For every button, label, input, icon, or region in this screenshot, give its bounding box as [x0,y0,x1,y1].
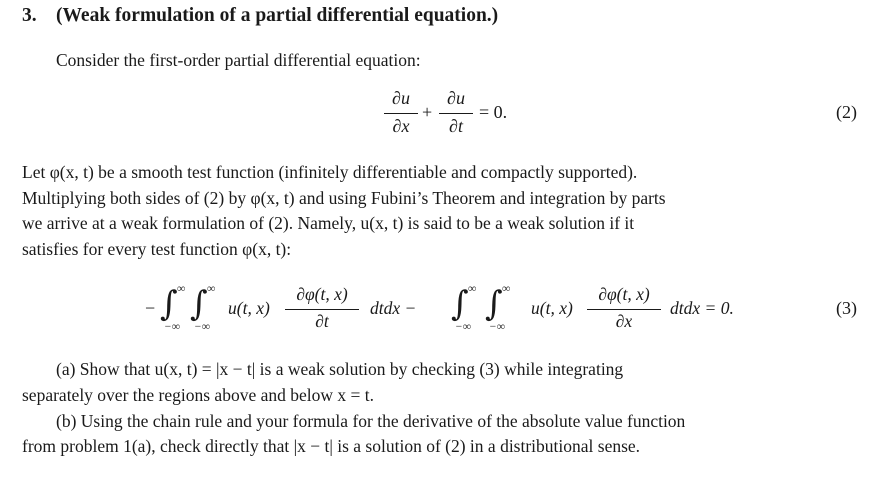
eq3-integral-sign: ∫ [485,284,503,324]
eq3-term1-line [285,309,359,310]
eq3-integral-sign: ∫ [160,284,178,324]
paragraph-line: we arrive at a weak formulation of (2). Namely, u(x, t) is said to be a weak solution if it [22,213,635,233]
eq3-term1-denominator: ∂t [315,311,329,331]
eq2-frac1-line [384,113,418,114]
eq2-label: (2) [836,102,857,122]
eq3-upper-limit: ∞ [177,283,186,295]
eq3-term2-line [587,309,661,310]
part-a-line: (a) Show that u(x, t) = |x − t| is a weak solution by checking (3) while integrating [56,359,624,379]
eq3-lower-limit: −∞ [489,321,505,333]
eq3-upper-limit: ∞ [468,283,477,295]
eq3-lower-limit: −∞ [194,321,210,333]
problem-title: (Weak formulation of a partial differential equation.) [56,5,499,26]
eq2-frac1-numerator: ∂u [392,88,410,108]
eq3-upper-limit: ∞ [207,283,216,295]
eq3-integral-sign: ∫ [451,284,469,324]
eq2-frac2-line [439,113,473,114]
eq3-term1-numerator: ∂φ(t, x) [296,284,348,304]
paragraph-line: Let φ(x, t) be a smooth test function (infinitely differentiable and compactly supported). [22,162,638,182]
eq3-upper-limit: ∞ [502,283,511,295]
eq2-rhs: = 0. [479,102,508,122]
eq3-integral-sign: ∫ [190,284,208,324]
eq3-term2-denominator: ∂x [615,311,633,331]
eq3-term1-factor: u(t, x) [228,298,270,318]
part-a-line: separately over the regions above and below x = t. [22,385,374,405]
paragraph-line: Multiplying both sides of (2) by φ(x, t) and using Fubini’s Theorem and integration by parts [22,188,666,208]
eq3-lower-limit: −∞ [164,321,180,333]
eq3-term2-numerator: ∂φ(t, x) [598,284,650,304]
eq2-frac2-numerator: ∂u [447,88,465,108]
part-b-line: from problem 1(a), check directly that |x − t| is a solution of (2) in a distributional sense. [22,436,641,456]
eq3-term2-differentials: dtdx = 0. [670,298,734,318]
eq3-term2-factor: u(t, x) [531,298,573,318]
eq3-lower-limit: −∞ [455,321,471,333]
paragraph-line: satisfies for every test function φ(x, t): [22,239,292,259]
part-b-line: (b) Using the chain rule and your formula for the derivative of the absolute value function [56,411,686,431]
eq3-term1-differentials: dtdx − [370,298,417,318]
intro-text: Consider the first-order partial differential equation: [56,50,421,70]
problem-number: 3. [22,5,37,26]
eq3-leading-minus: − [145,298,156,318]
eq2-frac2-denominator: ∂t [449,116,463,136]
eq2-frac1-denominator: ∂x [392,116,410,136]
eq2-plus: + [422,102,433,122]
eq3-label: (3) [836,298,857,318]
